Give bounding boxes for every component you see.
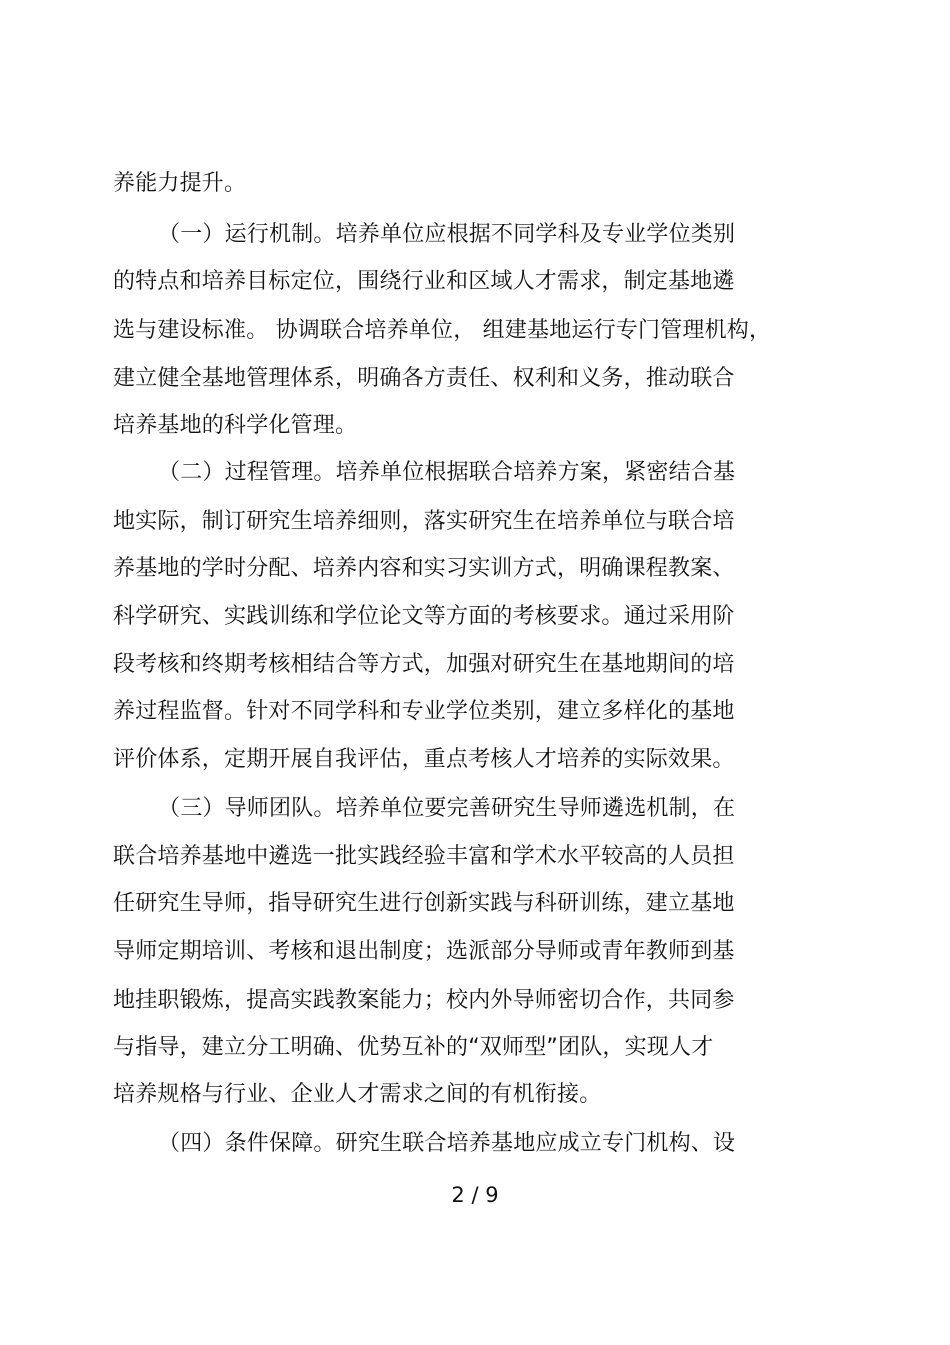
text-line: 养过程监督。针对不同学科和专业学位类别，建立多样化的基地 (113, 699, 735, 724)
text-line: 任研究生导师，指导研究生进行创新实践与科研训练，建立基地 (113, 891, 735, 916)
section-heading-mentor-team: （三）导师团队。培养单位要完善研究生导师遴选机制，在 (158, 796, 736, 821)
text-line: 段考核和终期考核相结合等方式，加强对研究生在基地期间的培 (113, 652, 735, 677)
text-line: 评价体系，定期开展自我评估，重点考核人才培养的实际效果。 (113, 747, 735, 772)
text-line: 培养规格与行业、企业人才需求之间的有机衔接。 (113, 1082, 602, 1107)
text-line: 养基地的学时分配、培养内容和实习实训方式，明确课程教案、 (113, 556, 735, 581)
text-line: 地挂职锻炼，提高实践教案能力；校内外导师密切合作，共同参 (113, 988, 735, 1013)
section-heading-operation-mechanism: （一）运行机制。培养单位应根据不同学科及专业学位类别 (158, 222, 736, 247)
text-line: 联合培养基地中遴选一批实践经验丰富和学术水平较高的人员担 (113, 844, 735, 869)
text-line: 的特点和培养目标定位，围绕行业和区域人才需求，制定基地遴 (113, 269, 735, 294)
text-line: 培养基地的科学化管理。 (113, 413, 358, 438)
text-line: 科学研究、实践训练和学位论文等方面的考核要求。通过采用阶 (113, 604, 735, 629)
text-line: 养能力提升。 (113, 171, 247, 196)
text-line: 与指导，建立分工明确、优势互补的“双师型”团队，实现人才 (113, 1035, 714, 1060)
section-heading-condition-guarantee: （四）条件保障。研究生联合培养基地应成立专门机构、设 (158, 1131, 736, 1156)
text-line: 导师定期培训、考核和退出制度；选派部分导师或青年教师到基 (113, 939, 735, 964)
text-line: 选与建设标准。 协调联合培养单位， 组建基地运行专门管理机构， (113, 318, 772, 343)
page-number: 2 / 9 (451, 1183, 499, 1207)
section-heading-process-management: （二）过程管理。培养单位根据联合培养方案，紧密结合基 (158, 460, 736, 485)
text-line: 地实际，制订研究生培养细则，落实研究生在培养单位与联合培 (113, 509, 735, 534)
text-line: 建立健全基地管理体系，明确各方责任、权利和义务，推动联合 (113, 366, 735, 391)
